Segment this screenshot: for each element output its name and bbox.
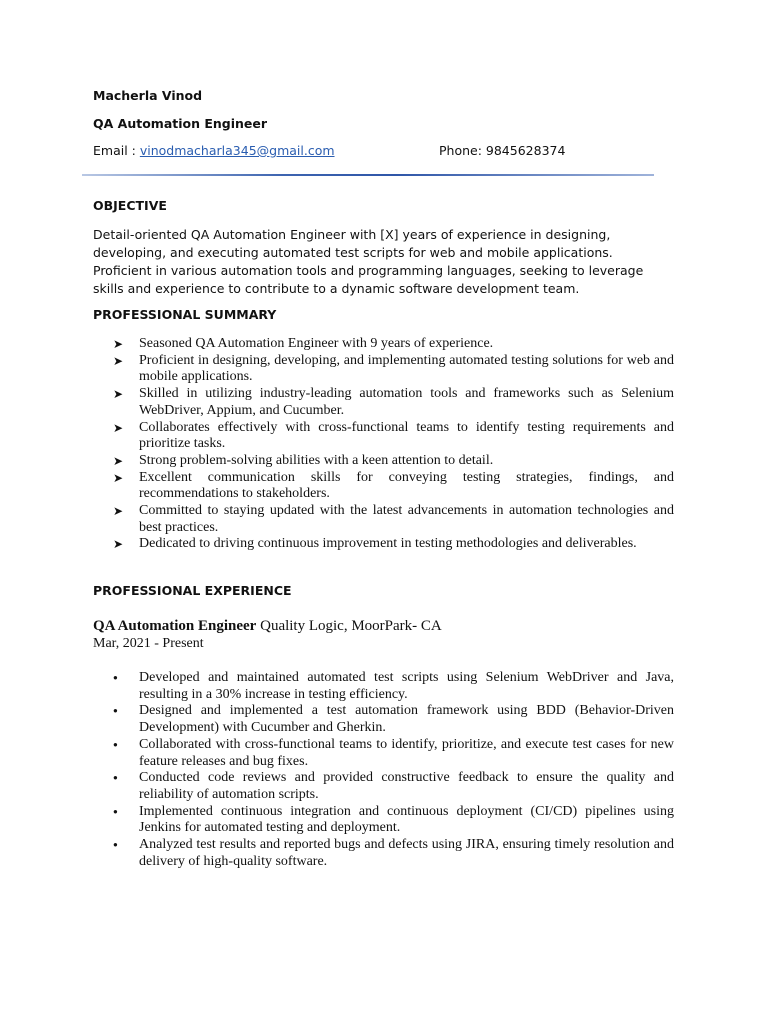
experience-heading: PROFESSIONAL EXPERIENCE — [93, 583, 292, 598]
experience-dates: Mar, 2021 - Present — [93, 636, 204, 651]
arrow-bullet-icon: ➤ — [113, 337, 124, 351]
email-label: Email : — [93, 143, 140, 158]
objective-heading: OBJECTIVE — [93, 198, 167, 213]
dot-bullet-icon: ● — [113, 773, 118, 783]
experience-item: ● Collaborated with cross-functional teams to identify, prioritize, and execute test cases for new feature releases and bug fixes. — [113, 736, 674, 769]
experience-role-line — [93, 618, 442, 635]
summary-item: ➤ Strong problem-solving abilities with a keen attention to detail. — [113, 452, 494, 468]
candidate-name: Macherla Vinod — [93, 88, 203, 103]
experience-item: ● Implemented continuous integration and continuous deployment (CI/CD) pipelines using Jenkins for automated testing and deployment. — [113, 803, 674, 836]
experience-role: QA Automation Engineer — [93, 618, 257, 634]
summary-item: ➤ Skilled in utilizing industry-leading automation tools and frameworks such as Selenium WebDriver, Appium, and Cucumber. — [113, 386, 674, 418]
email-line — [93, 143, 335, 158]
experience-company: Quality Logic, MoorPark- CA — [260, 618, 442, 634]
experience-item: ● Conducted code reviews and provided constructive feedback to ensure the quality and reliability of automation scripts. — [113, 770, 674, 802]
arrow-bullet-icon: ➤ — [113, 420, 124, 435]
summary-list — [0, 336, 674, 553]
arrow-bullet-icon: ➤ — [113, 353, 124, 368]
arrow-bullet-icon: ➤ — [113, 537, 124, 552]
arrow-bullet-icon: ➤ — [113, 504, 124, 519]
dot-bullet-icon: ● — [113, 739, 118, 749]
summary-item: ➤ Dedicated to driving continuous improvement in testing methodologies and deliverables. — [113, 536, 637, 552]
arrow-bullet-icon: ➤ — [113, 453, 124, 468]
arrow-bullet-icon: ➤ — [113, 387, 124, 402]
dot-bullet-icon: ● — [113, 806, 118, 816]
phone-label: Phone: — [439, 143, 486, 158]
summary-heading: PROFESSIONAL SUMMARY — [93, 307, 277, 322]
dot-bullet-icon: ● — [113, 840, 118, 850]
summary-item: ➤ Proficient in designing, developing, and implementing automated testing solutions for web and mobile applications. — [113, 352, 674, 385]
experience-item: ● Analyzed test results and reported bugs and defects using JIRA, ensuring timely resolution and delivery of high-quality software. — [113, 837, 674, 869]
arrow-bullet-icon: ➤ — [113, 470, 124, 485]
phone-line — [439, 143, 565, 158]
objective-text: Detail-oriented QA Automation Engineer with [X] years of experience in designing, developing, and executing automated test scripts for web and mobile applications. Proficient in various automation tools and programming languages, seeking to leverage skills and experience to contribute to a dynamic software development team. — [93, 227, 644, 296]
summary-item: ➤ Collaborates effectively with cross-functional teams to identify testing requirements and prioritize tasks. — [113, 419, 674, 452]
header-divider — [82, 174, 654, 176]
summary-item: ➤ Seasoned QA Automation Engineer with 9 years of experience. — [113, 336, 494, 351]
candidate-title: QA Automation Engineer — [93, 116, 268, 131]
experience-item: ● Designed and implemented a test automation framework using BDD (Behavior-Driven Development) with Cucumber and Gherkin. — [113, 703, 674, 736]
experience-list — [0, 670, 674, 870]
dot-bullet-icon: ● — [113, 673, 118, 682]
experience-item: ● Developed and maintained automated test scripts using Selenium WebDriver and Java, resulting in a 30% increase in testing efficiency. — [113, 670, 674, 702]
phone-value: 9845628374 — [485, 143, 566, 158]
summary-item: ➤ Committed to staying updated with the latest advancements in automation technologies and best practices. — [113, 503, 674, 535]
summary-item: ➤ Excellent communication skills for conveying testing strategies, findings, and recommendations to stakeholders. — [113, 469, 674, 502]
email-link[interactable]: vinodmacharla345@gmail.com — [139, 143, 335, 158]
dot-bullet-icon: ● — [113, 706, 118, 716]
